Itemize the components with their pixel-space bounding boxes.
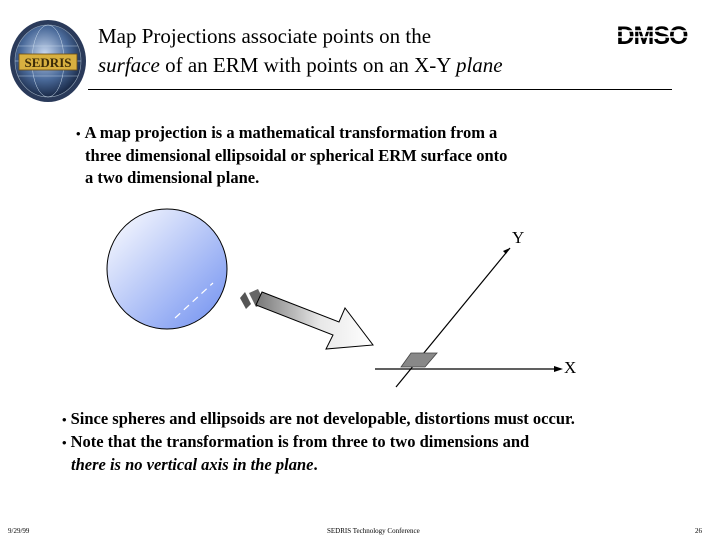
- bullet-distortions: [62, 408, 712, 431]
- dmso-logo-text: DMSO: [616, 22, 688, 48]
- arrow-segment-1: [240, 292, 251, 309]
- bullet1-line1: A map projection is a mathematical transformation from a: [84, 123, 498, 142]
- sedris-logo-text: SEDRIS: [24, 55, 72, 70]
- bullet1-line3: a two dimensional plane.: [85, 168, 260, 187]
- bullet-transformation-note: [62, 431, 712, 476]
- plane-patch: [401, 353, 437, 367]
- bullet-dot-icon: •: [62, 412, 67, 427]
- bullet3-line2-italic: there is no vertical axis in the plane: [71, 455, 314, 474]
- bullet-dot-icon: •: [76, 126, 81, 141]
- footer-page-number: 26: [695, 527, 702, 535]
- sphere-shape: [107, 209, 227, 329]
- x-axis-label: X: [564, 358, 577, 377]
- bullet-dot-icon: •: [62, 435, 67, 450]
- bullet1-line2: three dimensional ellipsoidal or spherical ERM surface onto: [85, 146, 508, 165]
- bullet3-line2-period: .: [313, 455, 318, 474]
- y-axis-label: Y: [512, 228, 525, 247]
- bullet3-line1: Note that the transformation is from three to two dimensions and: [70, 432, 530, 451]
- x-axis-arrowhead: [554, 366, 563, 372]
- bullet2-text: Since spheres and ellipsoids are not developable, distortions must occur.: [70, 409, 575, 428]
- title-line-2-middle: of an ERM with points on an X-Y: [159, 53, 456, 77]
- y-axis-arrowhead: [503, 248, 510, 254]
- title-word-surface: surface: [98, 53, 160, 77]
- footer-conference: SEDRIS Technology Conference: [327, 527, 420, 535]
- title-line-1: Map Projections associate points on the: [98, 24, 432, 48]
- title-word-plane: plane: [455, 53, 503, 77]
- projection-arrow: [256, 292, 373, 349]
- bullet3-line2: [62, 454, 712, 476]
- footer-date: 9/29/99: [8, 527, 30, 535]
